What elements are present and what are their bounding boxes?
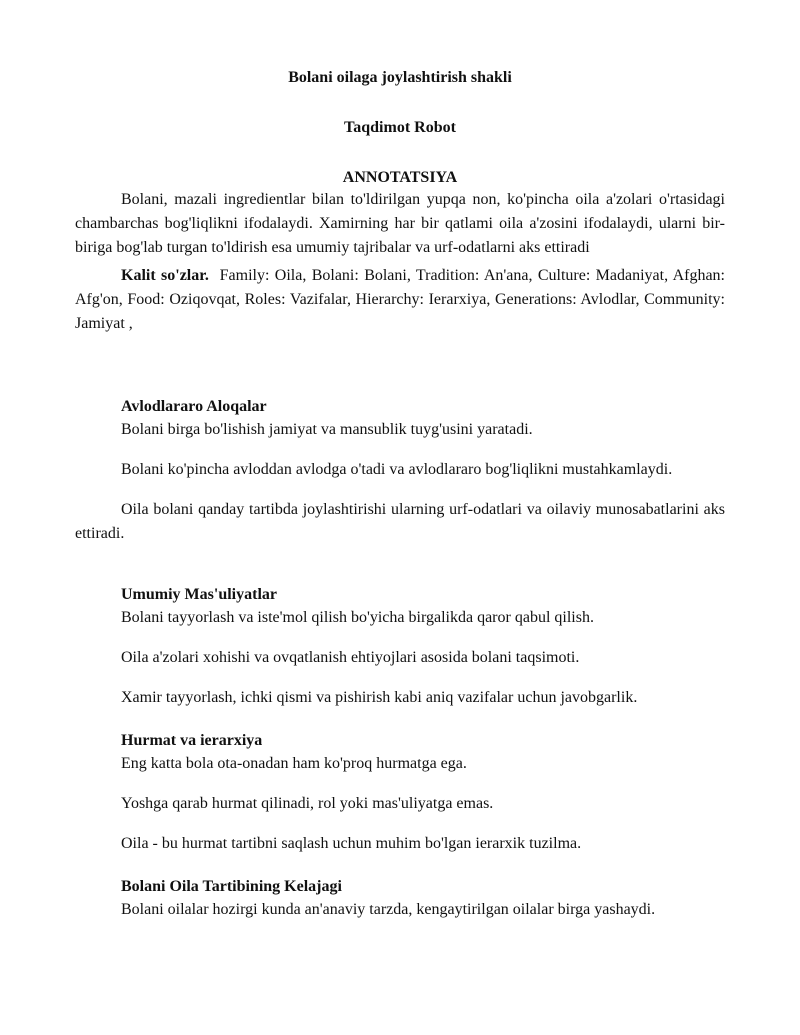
document-title: Bolani oilaga joylashtirish shakli (288, 69, 512, 86)
section-paragraph: Oila a'zolari xohishi va ovqatlanish ehtiyojlari asosida bolani taqsimoti. (121, 649, 580, 666)
section-paragraph: Yoshga qarab hurmat qilinadi, rol yoki mas'uliyatga emas. (121, 795, 494, 812)
section-paragraph: Bolani birga bo'lishish jamiyat va mansublik tuyg'usini yaratadi. (121, 421, 533, 438)
keywords-label: Kalit so'zlar. (121, 267, 209, 284)
section-umumiy-masuliyatlar (75, 584, 725, 710)
section-heading: Hurmat va ierarxiya (121, 732, 263, 749)
section-paragraph: Bolani oilalar hozirgi kunda an'anaviy tarzda, kengaytirilgan oilalar birga yashaydi. (121, 901, 656, 918)
section-paragraph: Bolani ko'pincha avloddan avlodga o'tadi va avlodlararo bog'liqlikni mustahkamlaydi. (121, 461, 673, 478)
section-paragraph: Xamir tayyorlash, ichki qismi va pishirish kabi aniq vazifalar uchun javobgarlik. (121, 689, 638, 706)
section-heading: Bolani Oila Tartibining Kelajagi (121, 878, 342, 895)
annotation-text: Bolani, mazali ingredientlar bilan to'ldirilgan yupqa non, ko'pincha oila a'zolari o'rtasidagi chambarchas bog'liqlikni ifodalaydi. Xamirning har bir qatlami oila a'zosini ifodalaydi, ularni bir-biriga bog'lab turgan to'ldirish esa umumiy tajribalar va urf-odatlarni aks ettiradi (75, 191, 725, 256)
section-avlodlararo-aloqalar (75, 396, 725, 546)
section-paragraph: Oila - bu hurmat tartibni saqlash uchun muhim bo'lgan ierarxik tuzilma. (121, 835, 582, 852)
section-paragraph: Bolani tayyorlash va iste'mol qilish bo'yicha birgalikda qaror qabul qilish. (121, 609, 594, 626)
keywords-paragraph (75, 264, 725, 336)
section-heading: Avlodlararo Aloqalar (121, 398, 267, 415)
section-oila-tartibining-kelajagi (75, 876, 725, 922)
keywords-text: Family: Oila, Bolani: Bolani, Tradition: An'ana, Culture: Madaniyat, Afghan: Afg'on, Food: Oziqovqat, Roles: Vazifalar, Hierarchy: Ierarxiya, Generations: Avlodlar, Community: Jamiyat , (75, 267, 726, 332)
section-paragraph: Eng katta bola ota-onadan ham ko'proq hurmatga ega. (121, 755, 467, 772)
document-subtitle: Taqdimot Robot (344, 119, 456, 136)
section-paragraph: Oila bolani qanday tartibda joylashtirishi ularning urf-odatlari va oilaviy munosabatlarini aks ettiradi. (75, 501, 725, 542)
annotation-heading: ANNOTATSIYA (342, 169, 458, 186)
section-heading: Umumiy Mas'uliyatlar (121, 586, 277, 603)
section-hurmat-va-ierarxiya (75, 730, 725, 856)
